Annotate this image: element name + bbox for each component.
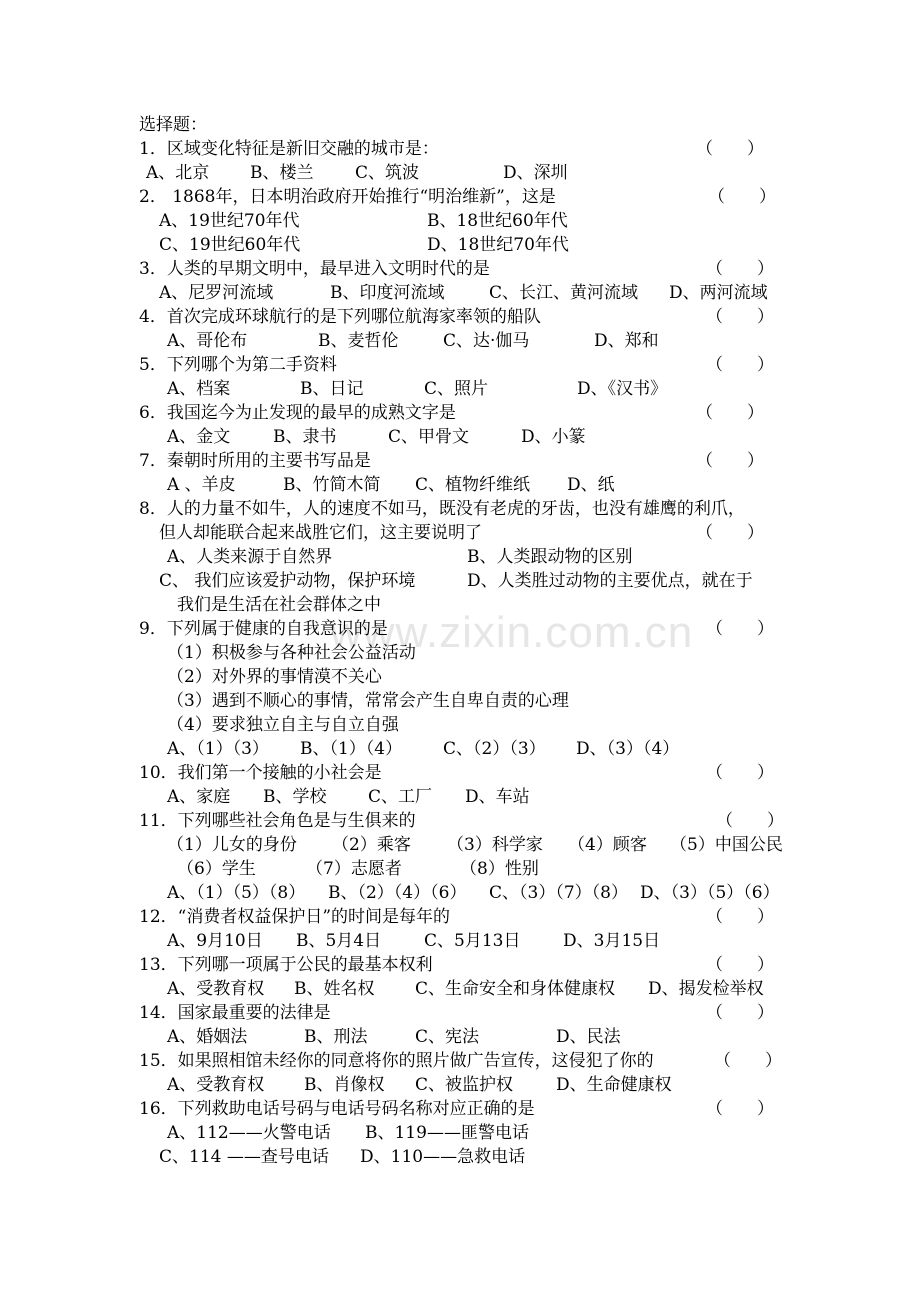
question-11-option-d: D、（3）（5）（6） [640,883,780,903]
question-9-item-1: （1）积极参与各种社会公益活动 [167,643,416,663]
question-14-stem: 14．国家最重要的法律是 [139,1003,331,1023]
question-10-option-b: B、学校 [263,787,327,807]
question-13-option-d: D、揭发检举权 [648,979,764,999]
question-15-option-c: C、被监护权 [415,1075,514,1095]
question-11-answer-blank[interactable]: （ ） [716,811,784,831]
question-1-option-b: B、楼兰 [250,163,314,183]
question-7-answer-blank[interactable]: （ ） [696,451,764,471]
question-11-option-c: C、（3）（7）（8） [489,883,628,903]
question-12-option-d: D、3月15日 [563,931,661,951]
question-1-option-c: C、筑波 [355,163,420,183]
question-2-option-b: B、18世纪60年代 [427,211,568,231]
question-13-stem: 13．下列哪一项属于公民的最基本权利 [139,955,433,975]
question-15-option-a: A、受教育权 [167,1075,265,1095]
question-2-option-c: C、19世纪60年代 [159,235,301,255]
question-14-option-d: D、民法 [556,1027,621,1047]
question-8-option-c: C、 我们应该爱护动物，保护环境 [159,571,416,591]
question-14-option-c: C、宪法 [415,1027,480,1047]
question-13-option-a: A、受教育权 [167,979,265,999]
question-3-option-d: D、两河流域 [669,283,768,303]
question-8-answer-blank[interactable]: （ ） [696,523,764,543]
question-8-option-d: D、人类胜过动物的主要优点，就在于 [467,571,753,591]
question-6-stem: 6．我国迄今为止发现的最早的成熟文字是 [139,403,456,423]
question-11-item-3: （3）科学家 [447,835,543,855]
question-7-option-d: D、纸 [567,475,615,495]
question-5-option-a: A、档案 [167,379,231,399]
question-13-option-c: C、生命安全和身体健康权 [415,979,616,999]
question-2-stem: 2． 1868年，日本明治政府开始推行“明治维新”，这是 [139,187,556,207]
question-11-item-8: （8）性别 [460,859,539,879]
question-10-stem: 10．我们第一个接触的小社会是 [139,763,382,783]
question-9-item-4: （4）要求独立自主与自立自强 [167,715,399,735]
question-10-option-a: A、家庭 [167,787,231,807]
question-1-option-a: A、北京 [146,163,210,183]
question-7-option-c: C、植物纤维纸 [415,475,531,495]
question-12-option-c: C、5月13日 [424,931,521,951]
question-16-option-a: A、112——火警电话 [167,1123,331,1143]
question-9-item-3: （3）遇到不顺心的事情，常常会产生自卑自责的心理 [167,691,569,711]
question-6-option-a: A、金文 [167,427,231,447]
question-11-option-b: B、（2）（4）（6） [328,883,467,903]
question-5-option-d: D、《汉书》 [577,379,668,399]
question-9-item-2: （2）对外界的事情漠不关心 [167,667,382,687]
question-8-stem: 8．人的力量不如牛，人的速度不如马，既没有老虎的牙齿，也没有雄鹰的利爪， [139,499,745,519]
question-6-answer-blank[interactable]: （ ） [696,403,764,423]
question-6-option-c: C、甲骨文 [388,427,470,447]
question-12-answer-blank[interactable]: （ ） [706,907,774,927]
question-11-stem: 11．下列哪些社会角色是与生俱来的 [139,811,416,831]
question-8-option-d-continued: 我们是生活在社会群体之中 [177,595,381,615]
question-3-option-b: B、印度河流域 [330,283,445,303]
question-7-stem: 7．秦朝时所用的主要书写品是 [139,451,371,471]
watermark: www.zixin.com.cn [330,608,694,657]
question-2-answer-blank[interactable]: （ ） [708,187,776,207]
question-9-stem: 9．下列属于健康的自我意识的是 [139,619,388,639]
question-9-option-a: A、（1）（3） [167,739,269,759]
question-1-answer-blank[interactable]: （ ） [696,139,764,159]
question-4-option-c: C、达·伽马 [443,331,530,351]
question-6-option-d: D、小篆 [521,427,586,447]
question-8-option-a: A、人类来源于自然界 [167,547,333,567]
question-14-answer-blank[interactable]: （ ） [706,1003,774,1023]
question-5-answer-blank[interactable]: （ ） [706,355,774,375]
question-5-option-b: B、日记 [300,379,364,399]
question-16-option-d: D、110——急救电话 [360,1147,526,1167]
question-14-option-a: A、婚姻法 [167,1027,248,1047]
question-4-option-d: D、郑和 [594,331,659,351]
question-3-answer-blank[interactable]: （ ） [706,259,774,279]
question-11-item-4: （4）顾客 [568,835,647,855]
question-12-option-b: B、5月4日 [296,931,382,951]
question-11-item-6: （6）学生 [177,859,256,879]
question-11-item-2: （2）乘客 [332,835,411,855]
question-2-option-d: D、18世纪70年代 [427,235,569,255]
question-16-option-c: C、114 ——查号电话 [159,1147,329,1167]
question-16-option-b: B、119——匪警电话 [365,1123,529,1143]
question-15-option-b: B、肖像权 [304,1075,385,1095]
question-4-answer-blank[interactable]: （ ） [706,307,774,327]
question-9-option-c: C、（2）（3） [443,739,546,759]
question-11-item-1: （1）儿女的身份 [167,835,297,855]
question-4-stem: 4．首次完成环球航行的是下列哪位航海家率领的船队 [139,307,541,327]
question-7-option-a: A 、羊皮 [167,475,236,495]
question-9-answer-blank[interactable]: （ ） [706,619,774,639]
question-5-option-c: C、照片 [424,379,489,399]
question-12-option-a: A、9月10日 [167,931,263,951]
question-1-stem: 1．区域变化特征是新旧交融的城市是： [139,139,439,159]
question-12-stem: 12．“消费者权益保护日”的时间是每年的 [139,907,451,927]
question-13-answer-blank[interactable]: （ ） [706,955,774,975]
question-8-option-b: B、人类跟动物的区别 [467,547,633,567]
question-8-stem-continued: 但人却能联合起来战胜它们，这主要说明了 [159,523,482,543]
question-15-option-d: D、生命健康权 [556,1075,672,1095]
question-15-answer-blank[interactable]: （ ） [714,1051,782,1071]
question-16-stem: 16．下列救助电话号码与电话号码名称对应正确的是 [139,1099,535,1119]
question-10-option-c: C、工厂 [368,787,433,807]
question-10-answer-blank[interactable]: （ ） [706,763,774,783]
question-15-stem: 15．如果照相馆未经你的同意将你的照片做广告宣传，这侵犯了你的 [139,1051,654,1071]
question-10-option-d: D、车站 [465,787,530,807]
section-heading: 选择题： [139,115,207,135]
question-11-item-7: （7）志愿者 [306,859,402,879]
question-3-option-c: C、长江、黄河流域 [489,283,639,303]
question-9-option-b: B、（1）（4） [300,739,403,759]
question-7-option-b: B、竹简木简 [283,475,381,495]
question-5-stem: 5．下列哪个为第二手资料 [139,355,337,375]
question-13-option-b: B、姓名权 [294,979,375,999]
question-9-option-d: D、（3）（4） [576,739,680,759]
question-11-item-5: （5）中国公民 [670,835,783,855]
question-4-option-a: A、哥伦布 [167,331,248,351]
question-2-option-a: A、19世纪70年代 [159,211,300,231]
question-4-option-b: B、麦哲伦 [318,331,399,351]
question-1-option-d: D、深圳 [503,163,568,183]
question-11-option-a: A、（1）（5）（8） [167,883,306,903]
question-3-stem: 3．人类的早期文明中，最早进入文明时代的是 [139,259,490,279]
question-14-option-b: B、刑法 [304,1027,368,1047]
question-6-option-b: B、隶书 [273,427,337,447]
question-16-answer-blank[interactable]: （ ） [706,1099,774,1119]
question-3-option-a: A、尼罗河流域 [159,283,274,303]
